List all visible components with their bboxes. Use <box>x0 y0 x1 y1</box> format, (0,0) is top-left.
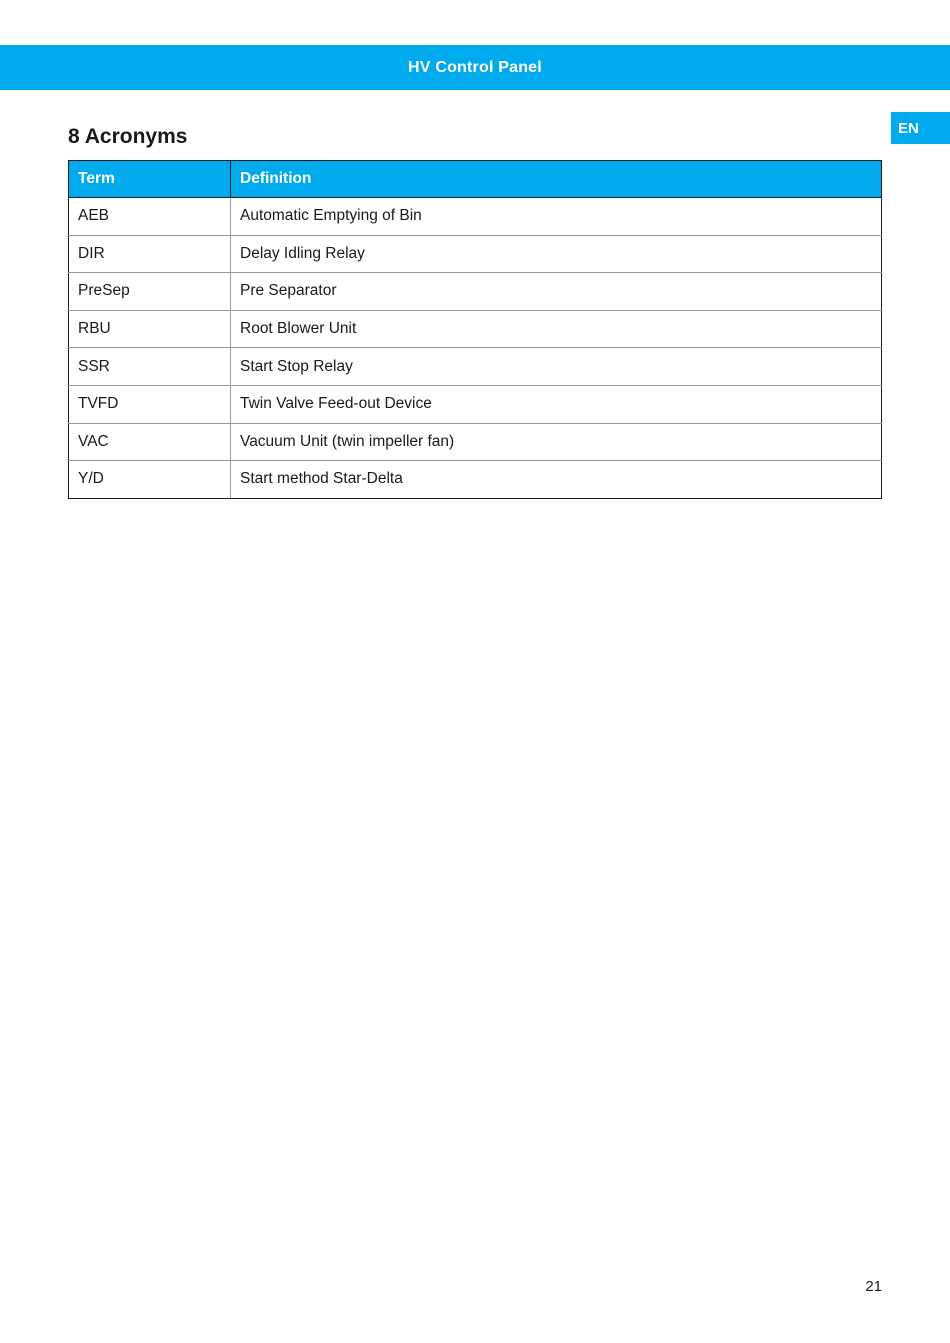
term-cell: Y/D <box>69 461 231 499</box>
term-cell: AEB <box>69 198 231 236</box>
table-header-row <box>69 161 882 198</box>
definition-cell: Twin Valve Feed-out Device <box>231 385 882 423</box>
section-title: 8 Acronyms <box>68 125 188 148</box>
column-header-term: Term <box>69 161 231 198</box>
table-row <box>69 461 882 499</box>
language-tab: EN <box>891 112 950 144</box>
table-row <box>69 198 882 236</box>
term-cell: TVFD <box>69 385 231 423</box>
header-bar <box>0 45 950 90</box>
definition-cell: Vacuum Unit (twin impeller fan) <box>231 423 882 461</box>
term-cell: PreSep <box>69 273 231 311</box>
definition-cell: Start method Star-Delta <box>231 461 882 499</box>
table-row <box>69 348 882 386</box>
table-row <box>69 423 882 461</box>
table-row <box>69 385 882 423</box>
acronym-table <box>68 160 882 499</box>
definition-cell: Automatic Emptying of Bin <box>231 198 882 236</box>
table-row <box>69 235 882 273</box>
table-row <box>69 310 882 348</box>
column-header-definition: Definition <box>231 161 882 198</box>
definition-cell: Root Blower Unit <box>231 310 882 348</box>
term-cell: SSR <box>69 348 231 386</box>
table-row <box>69 273 882 311</box>
definition-cell: Start Stop Relay <box>231 348 882 386</box>
term-cell: VAC <box>69 423 231 461</box>
page-number: 21 <box>865 1278 882 1295</box>
term-cell: RBU <box>69 310 231 348</box>
term-cell: DIR <box>69 235 231 273</box>
definition-cell: Delay Idling Relay <box>231 235 882 273</box>
document-title: HV Control Panel <box>408 58 542 76</box>
definition-cell: Pre Separator <box>231 273 882 311</box>
